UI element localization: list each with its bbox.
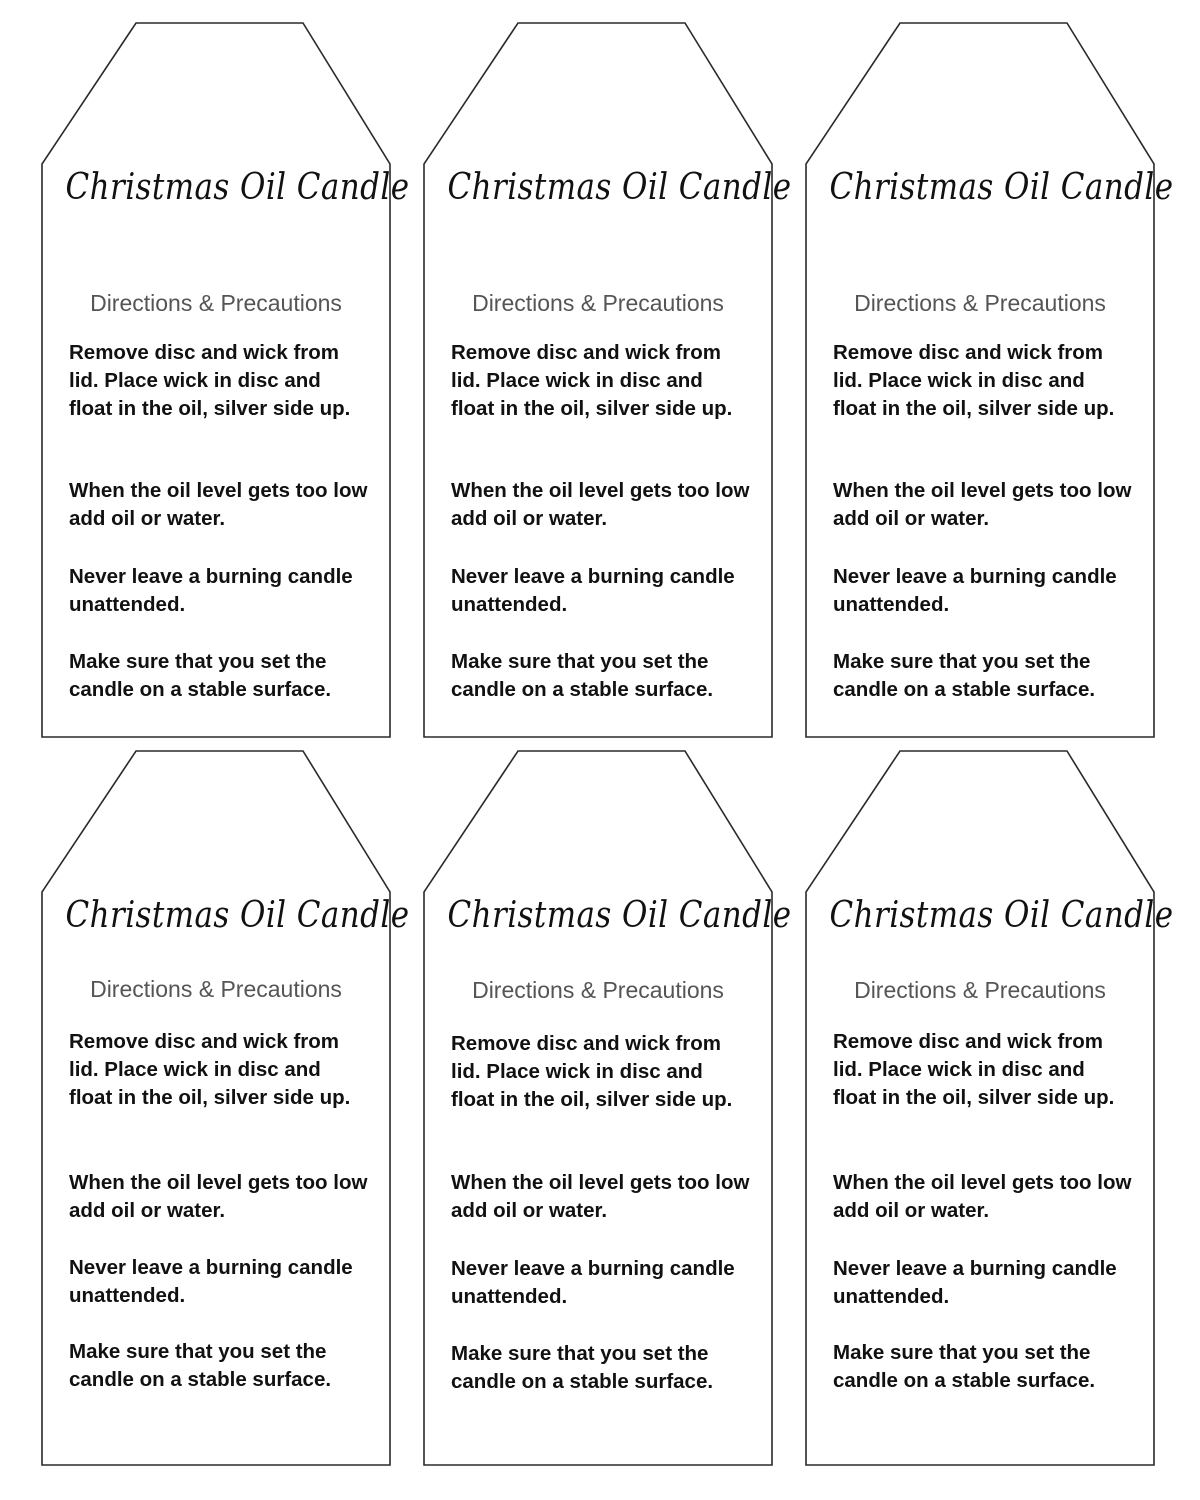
tag-title: Christmas Oil Candle <box>829 895 1174 936</box>
tag-subtitle: Directions & Precautions <box>90 290 342 316</box>
tag-instruction-3: Never leave a burning candle unattended. <box>451 565 735 616</box>
tag-title: Christmas Oil Candle <box>65 167 410 208</box>
tag-instruction-4: Make sure that you set the candle on a stable surface. <box>451 1342 714 1393</box>
tag-instruction-3: Never leave a burning candle unattended. <box>833 1257 1117 1308</box>
tag-instruction-1: Remove disc and wick from lid. Place wick in disc and float in the oil, silver side up. <box>69 341 351 420</box>
tag-instruction-1: Remove disc and wick from lid. Place wick in disc and float in the oil, silver side up. <box>833 341 1115 420</box>
tag-instruction-2: When the oil level gets too low add oil or water. <box>451 1171 750 1222</box>
tag-instruction-4: Make sure that you set the candle on a stable surface. <box>833 1341 1096 1392</box>
tag-instruction-1: Remove disc and wick from lid. Place wick in disc and float in the oil, silver side up. <box>69 1030 351 1109</box>
tag-title: Christmas Oil Candle <box>447 895 792 936</box>
tag-subtitle: Directions & Precautions <box>854 290 1106 316</box>
tag-instruction-3: Never leave a burning candle unattended. <box>451 1257 735 1308</box>
tag-instruction-4: Make sure that you set the candle on a stable surface. <box>69 1340 332 1391</box>
tag-title: Christmas Oil Candle <box>829 167 1174 208</box>
tag-instruction-1: Remove disc and wick from lid. Place wick in disc and float in the oil, silver side up. <box>451 341 733 420</box>
tag-instruction-2: When the oil level gets too low add oil or water. <box>69 479 368 530</box>
tag-subtitle: Directions & Precautions <box>472 977 724 1003</box>
tag-instruction-1: Remove disc and wick from lid. Place wick in disc and float in the oil, silver side up. <box>451 1032 733 1111</box>
tag-subtitle: Directions & Precautions <box>90 976 342 1002</box>
tag-instruction-1: Remove disc and wick from lid. Place wick in disc and float in the oil, silver side up. <box>833 1030 1115 1109</box>
tag-instruction-4: Make sure that you set the candle on a stable surface. <box>451 650 714 701</box>
tag-instruction-2: When the oil level gets too low add oil or water. <box>833 1171 1132 1222</box>
tag-instruction-3: Never leave a burning candle unattended. <box>69 565 353 616</box>
tag-instruction-4: Make sure that you set the candle on a stable surface. <box>833 650 1096 701</box>
tag-subtitle: Directions & Precautions <box>472 290 724 316</box>
tag-instruction-2: When the oil level gets too low add oil or water. <box>833 479 1132 530</box>
tag-subtitle: Directions & Precautions <box>854 977 1106 1003</box>
tag-instruction-2: When the oil level gets too low add oil or water. <box>451 479 750 530</box>
tag-title: Christmas Oil Candle <box>65 895 410 936</box>
tag-instruction-3: Never leave a burning candle unattended. <box>69 1256 353 1307</box>
tag-instruction-2: When the oil level gets too low add oil or water. <box>69 1171 368 1222</box>
tag-title: Christmas Oil Candle <box>447 167 792 208</box>
tag-instruction-4: Make sure that you set the candle on a stable surface. <box>69 650 332 701</box>
tag-instruction-3: Never leave a burning candle unattended. <box>833 565 1117 616</box>
